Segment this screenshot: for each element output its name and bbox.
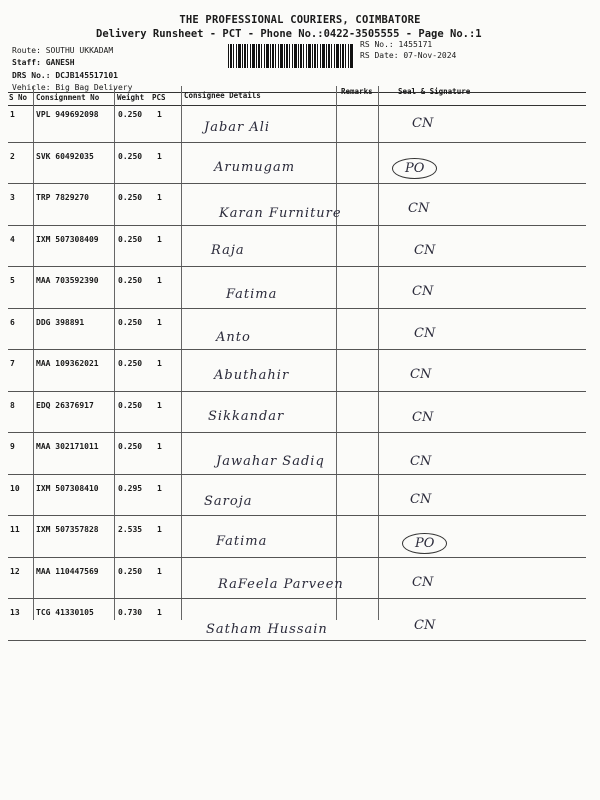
weight-value: 0.250 xyxy=(118,193,143,202)
row-divider xyxy=(8,515,586,516)
consignment-number: IXM 507308410 xyxy=(36,483,99,493)
row-divider xyxy=(8,598,586,599)
serial-number: 2 xyxy=(10,151,15,161)
consignee-name: Arumugam xyxy=(214,159,296,175)
consignment-number: VPL 949692098 xyxy=(36,110,99,119)
row-divider xyxy=(8,640,586,641)
signature: CN xyxy=(410,491,432,507)
rs-number: RS No.: 1455171 xyxy=(360,40,433,49)
weight-value: 0.250 xyxy=(118,566,143,576)
consignee-name: Sikkandar xyxy=(208,408,285,424)
column-separator xyxy=(114,86,115,620)
row-divider xyxy=(8,432,586,433)
pieces-count: 1 xyxy=(157,110,162,119)
weight-value: 0.250 xyxy=(118,359,143,368)
serial-number: 8 xyxy=(10,400,15,410)
serial-number: 3 xyxy=(10,193,15,202)
consignee-name: RaFeela Parveen xyxy=(218,576,344,592)
signature: CN xyxy=(410,367,432,382)
pieces-count: 1 xyxy=(157,317,162,327)
row-divider xyxy=(8,391,586,392)
column-header-weight: Weight xyxy=(117,93,145,102)
signature: CN xyxy=(412,574,434,590)
row-divider xyxy=(8,474,586,475)
column-separator xyxy=(378,86,379,620)
signature: CN xyxy=(412,116,434,131)
signature: PO xyxy=(392,158,437,179)
serial-number: 11 xyxy=(10,525,20,534)
consignee-name: Satham Hussain xyxy=(206,622,328,637)
column-header-pcs: PCS xyxy=(152,93,166,102)
row-divider xyxy=(8,557,586,558)
weight-value: 0.250 xyxy=(118,317,143,327)
row-divider xyxy=(8,308,586,309)
consignment-number: MAA 302171011 xyxy=(36,442,99,451)
serial-number: 10 xyxy=(10,483,20,493)
weight-value: 0.730 xyxy=(118,608,143,617)
pieces-count: 1 xyxy=(157,566,162,576)
column-header-sno: S No xyxy=(9,93,28,102)
serial-number: 5 xyxy=(10,276,15,285)
column-header-seal: Seal & Signature xyxy=(398,87,471,96)
pieces-count: 1 xyxy=(157,442,162,451)
pieces-count: 1 xyxy=(157,151,162,161)
row-divider xyxy=(8,142,586,143)
signature: CN xyxy=(414,325,436,341)
serial-number: 12 xyxy=(10,566,20,576)
consignment-number: EDQ 26376917 xyxy=(36,400,94,410)
signature: CN xyxy=(408,201,430,216)
row-divider xyxy=(8,349,586,350)
serial-number: 7 xyxy=(10,359,15,368)
serial-number: 13 xyxy=(10,608,20,617)
weight-value: 0.250 xyxy=(118,110,143,119)
pieces-count: 1 xyxy=(157,608,162,617)
pieces-count: 1 xyxy=(157,483,162,493)
signature: CN xyxy=(410,454,432,469)
serial-number: 4 xyxy=(10,234,15,244)
weight-value: 0.250 xyxy=(118,276,143,285)
column-header-details: Consignee Details xyxy=(184,91,261,100)
page-subtitle: Delivery Runsheet - PCT - Phone No.:0422-3505555 - Page No.:1 xyxy=(96,28,482,40)
row-divider xyxy=(8,266,586,267)
column-separator xyxy=(181,86,182,620)
staff-label: Staff: GANESH xyxy=(12,58,75,67)
consignment-number: DDG 398891 xyxy=(36,317,85,327)
serial-number: 6 xyxy=(10,317,15,327)
consignment-number: TCG 41330105 xyxy=(36,608,94,617)
column-separator xyxy=(33,86,34,620)
vehicle-label: Vehicle: Big Bag Delivery xyxy=(12,83,133,92)
route-label: Route: SOUTHU UKKADAM xyxy=(12,46,114,55)
consignment-number: SVK 60492035 xyxy=(36,151,94,161)
weight-value: 0.250 xyxy=(118,234,143,244)
signature: PO xyxy=(402,533,447,554)
consignment-number: TRP 7829270 xyxy=(36,193,89,202)
serial-number: 9 xyxy=(10,442,15,451)
consignee-name: Abuthahir xyxy=(214,368,290,383)
consignee-name: Jawahar Sadiq xyxy=(216,454,325,469)
page-title: THE PROFESSIONAL COURIERS, COIMBATORE xyxy=(179,14,421,26)
signature: CN xyxy=(412,409,434,425)
consignee-name: Anto xyxy=(216,329,251,345)
pieces-count: 1 xyxy=(157,276,162,285)
weight-value: 0.250 xyxy=(118,400,143,410)
header-bottom-line xyxy=(8,105,586,106)
weight-value: 0.295 xyxy=(118,483,143,493)
signature: CN xyxy=(414,242,436,258)
column-header-remarks: Remarks xyxy=(341,87,373,96)
consignment-number: MAA 703592390 xyxy=(36,276,99,285)
pieces-count: 1 xyxy=(157,234,162,244)
drs-number: DRS No.: DCJB145517101 xyxy=(12,71,118,80)
consignment-number: IXM 507308409 xyxy=(36,234,99,244)
consignee-name: Karan Furniture xyxy=(219,206,342,221)
row-divider xyxy=(8,225,586,226)
pieces-count: 1 xyxy=(157,359,162,368)
weight-value: 0.250 xyxy=(118,442,143,451)
weight-value: 0.250 xyxy=(118,151,143,161)
consignment-number: MAA 110447569 xyxy=(36,566,99,576)
signature: CN xyxy=(412,284,434,299)
serial-number: 1 xyxy=(10,110,15,119)
consignee-name: Fatima xyxy=(216,534,268,549)
pieces-count: 1 xyxy=(157,525,162,534)
consignee-name: Raja xyxy=(211,242,245,258)
pieces-count: 1 xyxy=(157,400,162,410)
column-header-consignment: Consignment No xyxy=(36,93,100,102)
row-divider xyxy=(8,183,586,184)
signature: CN xyxy=(414,618,436,633)
weight-value: 2.535 xyxy=(118,525,143,534)
column-separator xyxy=(336,86,337,620)
barcode xyxy=(228,44,354,68)
consignee-name: Fatima xyxy=(226,287,278,302)
consignment-number: IXM 507357828 xyxy=(36,525,99,534)
consignment-number: MAA 109362021 xyxy=(36,359,99,368)
pieces-count: 1 xyxy=(157,193,162,202)
rs-date: RS Date: 07-Nov-2024 xyxy=(360,51,457,60)
consignee-name: Saroja xyxy=(204,493,253,509)
consignee-name: Jabar Ali xyxy=(204,120,271,135)
